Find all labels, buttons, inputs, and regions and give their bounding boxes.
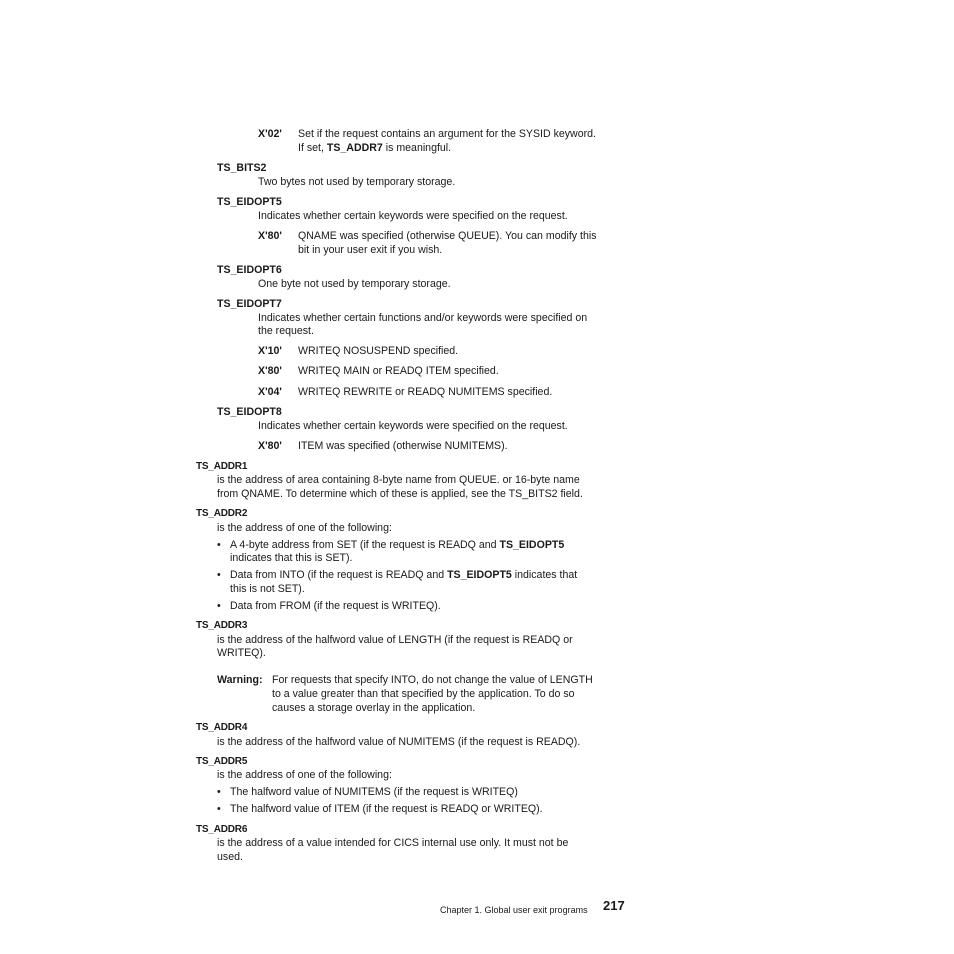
bullet-icon: •	[217, 786, 221, 798]
field-term: TS_ADDR4	[196, 722, 248, 733]
field-term: TS_ADDR6	[196, 824, 248, 835]
field-description: is the address of one of the following:	[217, 769, 392, 781]
field-description: is the address of one of the following:	[217, 522, 392, 534]
warning-label: Warning:	[217, 674, 263, 686]
field-term: TS_EIDOPT7	[217, 298, 282, 310]
field-description: from QNAME. To determine which of these is applied, see the TS_BITS2 field.	[217, 488, 583, 500]
field-description: is the address of the halfword value of NUMITEMS (if the request is READQ).	[217, 736, 581, 748]
flag-description: QNAME was specified (otherwise QUEUE). You can modify this	[298, 230, 597, 242]
field-description: Indicates whether certain keywords were specified on the request.	[258, 420, 568, 432]
footer-chapter: Chapter 1. Global user exit programs	[440, 905, 588, 915]
field-term: TS_ADDR5	[196, 756, 248, 767]
field-description: is the address of the halfword value of LENGTH (if the request is READQ or	[217, 634, 573, 646]
field-term: TS_EIDOPT5	[217, 196, 282, 208]
bullet-icon: •	[217, 600, 221, 612]
flag-description: bit in your user exit if you wish.	[298, 244, 443, 256]
warning-text: to a value greater than that specified by the application. To do so	[272, 688, 575, 700]
field-term: TS_ADDR1	[196, 461, 248, 472]
field-description: is the address of area containing 8-byte name from QUEUE. or 16-byte name	[217, 474, 580, 486]
bullet-icon: •	[217, 803, 221, 815]
flag-description: ITEM was specified (otherwise NUMITEMS).	[298, 440, 508, 452]
flag-description: WRITEQ REWRITE or READQ NUMITEMS specified.	[298, 386, 553, 398]
field-term: TS_EIDOPT6	[217, 264, 282, 276]
field-description: is the address of a value intended for CICS internal use only. It must not be	[217, 837, 569, 849]
page: X'02' Set if the request contains an argument for the SYSID keyword. If set, TS_ADDR7 is meaningful. TS_BITS2 Two bytes not used by temporary storage. TS_EIDOPT5 Indicates whether certain keywords were specified on the request. X'80' QNAME was specified (otherwise QUEUE). You can modify this bit in your user exit if you wish. TS_EIDOPT6 One byte not used by temporary storage. TS_EIDOPT7 Indicates whether certain functions and/or keywords were specified on the request. X'10' WRITEQ NOSUSPEND specified. X'80' WRITEQ MAIN or READQ ITEM specified. X'04' WRITEQ REWRITE or READQ NUMITEMS specified. TS_EIDOPT8 Indicates whether certain keywords were specified on the request. X'80' ITEM was specified (otherwise NUMITEMS). TS_ADDR1 is the address of area containing 8-byte name from QUEUE. or 16-byte name from QNAME. To determine which of these is applied, see the TS_BITS2 field. TS_ADDR2 is the address of one of the following: • A 4-byte address from SET (if the request is READQ and TS_EIDOPT5 indicates that this is SET). • Data from INTO (if the request is READQ and TS_EIDOPT5 indicates that this is not SET). • Data from FROM (if the request is WRITEQ). TS_ADDR3 is the address of the halfword value of LENGTH (if the request is READQ or WRITEQ). Warning: For requests that specify INTO, do not change the value of LENGTH to a value greater than that specified by the application. To do so causes a storage overlay in the application. TS_ADDR4 is the address of the halfword value of NUMITEMS (if the request is READQ). TS_ADDR5 is the address of one of the following: • The halfword value of NUMITEMS (if the request is WRITEQ) • The halfword value of ITEM (if the request is READQ or WRITEQ). TS_ADDR6 is the address of a value intended for CICS internal use only. It must not be used. Chapter 1. Global user exit programs 217	[196, 128, 625, 915]
list-item-continuation: this is not SET).	[230, 583, 305, 595]
bullet-icon: •	[217, 569, 221, 581]
flag-description: WRITEQ NOSUSPEND specified.	[298, 345, 459, 357]
flag-value: X'04'	[258, 386, 282, 398]
page-number: 217	[603, 898, 625, 913]
flag-value: X'02'	[258, 128, 282, 140]
field-description: Two bytes not used by temporary storage.	[258, 176, 456, 188]
flag-description: If set, TS_ADDR7 is meaningful.	[298, 142, 452, 154]
flag-value: X'80'	[258, 365, 282, 377]
flag-value: X'10'	[258, 345, 282, 357]
field-term: TS_ADDR2	[196, 508, 248, 519]
warning-text: For requests that specify INTO, do not change the value of LENGTH	[272, 674, 593, 686]
field-term: TS_BITS2	[217, 162, 267, 174]
bullet-icon: •	[217, 539, 221, 551]
flag-description: WRITEQ MAIN or READQ ITEM specified.	[298, 365, 499, 377]
field-term: TS_EIDOPT8	[217, 406, 282, 418]
field-description: the request.	[258, 325, 314, 337]
field-description: One byte not used by temporary storage.	[258, 278, 451, 290]
list-item-continuation: indicates that this is SET).	[230, 552, 353, 564]
flag-description: Set if the request contains an argument for the SYSID keyword.	[298, 128, 596, 140]
flag-value: X'80'	[258, 230, 282, 242]
field-description: used.	[217, 851, 243, 863]
field-description: Indicates whether certain keywords were specified on the request.	[258, 210, 568, 222]
warning-text: causes a storage overlay in the application.	[272, 702, 476, 714]
field-description: WRITEQ).	[217, 647, 266, 659]
field-description: Indicates whether certain functions and/or keywords were specified on	[258, 312, 588, 324]
flag-value: X'80'	[258, 440, 282, 452]
field-term: TS_ADDR3	[196, 620, 248, 631]
